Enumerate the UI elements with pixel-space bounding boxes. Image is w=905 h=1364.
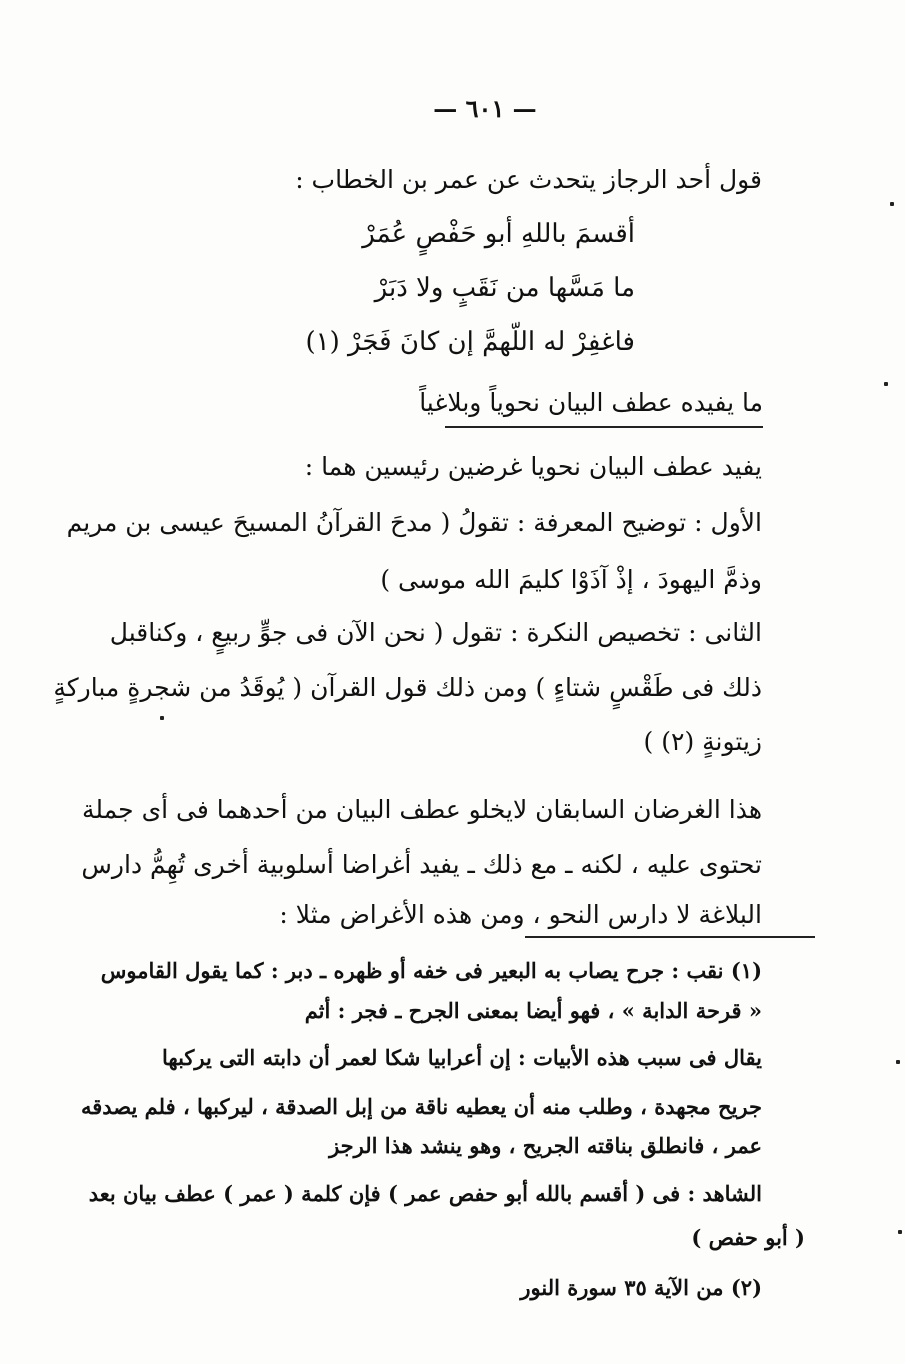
body-line-8: تحتوى عليه ، لكنه ـ مع ذلك ـ يفيد أغراضا أسلوبية أخرى تُهِمُّ دارس	[81, 850, 762, 879]
body-line-5: ذلك فى طَقْسٍ شتاءٍ ) ومن ذلك قول القرآن ( يُوقَدُ من شجرةٍ مباركةٍ	[53, 673, 762, 702]
footnote-line-7: ( أبو حفص )	[691, 1225, 805, 1250]
poem-verse-2: ما مَسَّها من نَقَبٍ ولا دَبَرْ	[374, 273, 635, 303]
footnote-line-1: (١) نقب : جرح يصاب به البعير فى خفه أو ظهره ـ دبر : كما يقول القاموس	[100, 958, 762, 983]
intro-line: قول أحد الرجاز يتحدث عن عمر بن الخطاب :	[295, 165, 762, 194]
body-line-2: الأول : توضيح المعرفة : تقولُ ( مدحَ القرآنُ المسيحَ عيسى بن مريم	[66, 508, 762, 537]
margin-speck	[160, 716, 164, 720]
footnote-separator	[525, 936, 815, 938]
footnote-line-2: « قرحة الدابة » ، فهو أيضا بمعنى الجرح ـ فجر : أثم	[304, 998, 762, 1023]
margin-speck	[896, 1060, 900, 1064]
body-line-7: هذا الغرضان السابقان لايخلو عطف البيان من أحدهما فى أى جملة	[82, 795, 762, 824]
body-line-9: البلاغة لا دارس النحو ، ومن هذه الأغراض مثلا :	[279, 900, 762, 929]
section-heading: ما يفيده عطف البيان نحوياً وبلاغياً	[419, 388, 763, 417]
footnote-line-4: جريح مجهدة ، وطلب منه أن يعطيه ناقة من إبل الصدقة ، ليركبها ، فلم يصدقه	[80, 1094, 762, 1119]
footnote-line-5: عمر ، فانطلق بناقته الجريح ، وهو ينشد هذا الرجز	[329, 1133, 762, 1158]
margin-speck	[890, 202, 894, 206]
page-number: — ٦٠١ —	[433, 94, 537, 123]
poem-verse-3: فاغفِرْ له اللّهمَّ إن كانَ فَجَرْ (١)	[305, 327, 635, 357]
margin-speck	[898, 1230, 902, 1234]
body-line-1: يفيد عطف البيان نحويا غرضين رئيسين هما :	[304, 452, 762, 481]
footnote-line-6: الشاهد : فى ( أقسم بالله أبو حفص عمر ) فإن كلمة ( عمر ) عطف بيان بعد	[88, 1181, 762, 1206]
body-line-6: زيتونةٍ (٢) )	[643, 727, 762, 756]
body-line-4: الثانى : تخصيص النكرة : تقول ( نحن الآن فى جوٍّ ربيعٍ ، وكناقبل	[109, 618, 762, 647]
footnote-line-3: يقال فى سبب هذه الأبيات : إن أعرابيا شكا لعمر أن دابته التى يركبها	[162, 1045, 762, 1070]
margin-speck	[884, 382, 888, 386]
body-line-3: وذمَّ اليهودَ ، إذْ آذَوْا كليمَ الله موسى )	[380, 565, 762, 594]
footnote-line-8: (٢) من الآية ٣٥ سورة النور	[520, 1275, 762, 1300]
poem-verse-1: أقسمَ باللهِ أبو حَفْصٍ عُمَرْ	[362, 219, 635, 249]
heading-underline	[445, 426, 763, 428]
